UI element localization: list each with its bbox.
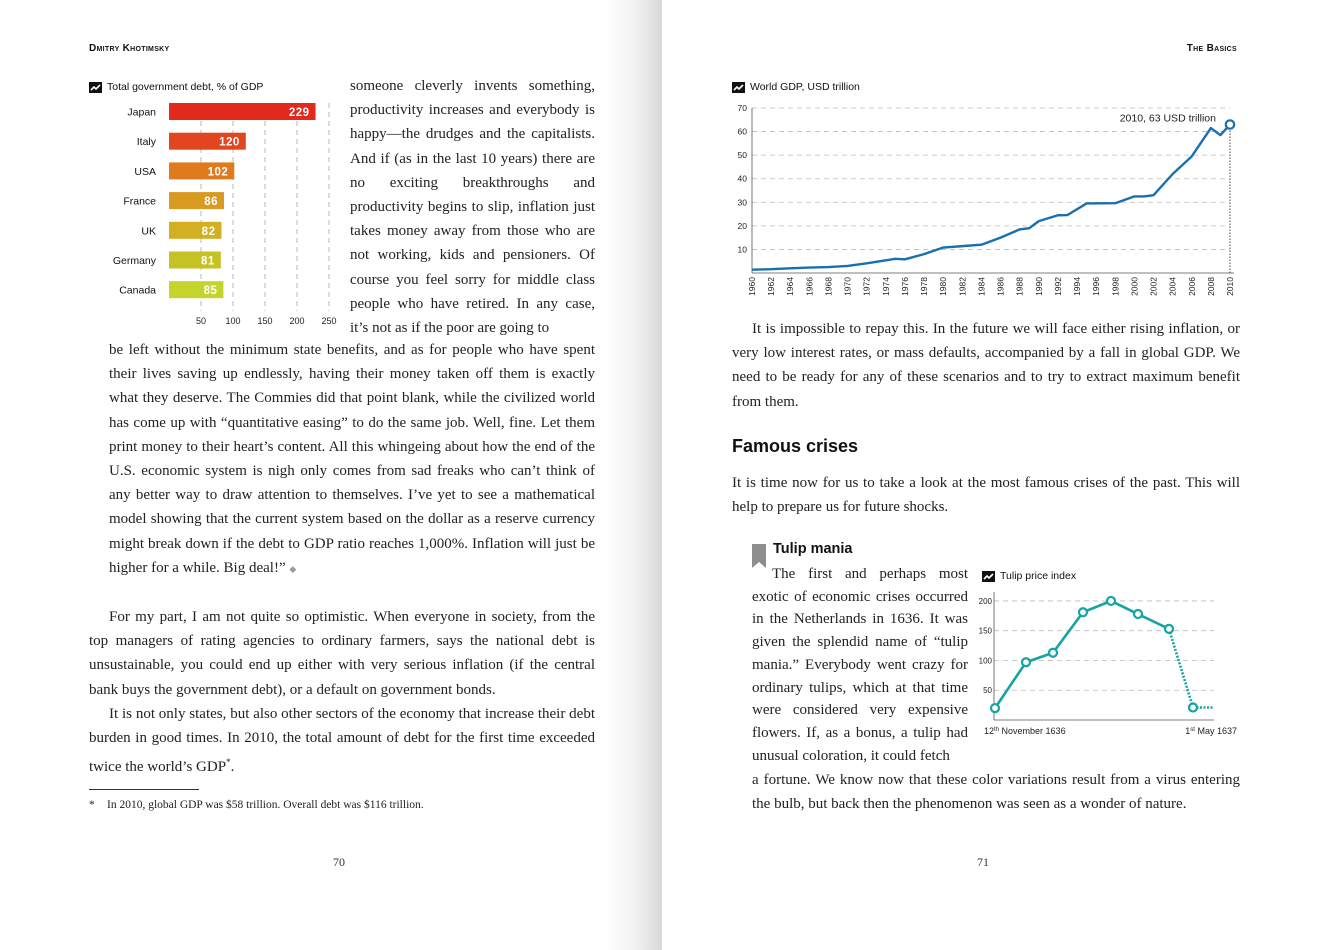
y-tick-label: 200 [978, 596, 992, 606]
tulip-data-point [1189, 703, 1197, 711]
tulip-data-point [1107, 597, 1115, 605]
x-tick-label: 1974 [880, 277, 891, 296]
y-tick-label: 50 [983, 686, 992, 696]
x-tick-label: 1980 [938, 277, 949, 296]
quote-end-mark: ◆ [289, 563, 297, 574]
category-label: France [123, 195, 156, 208]
tulip-continue-paragraph: a fortune. We know now that these color variations result from a virus entering the bulb, but back then the phenomenon was seen as a wonder of nature. [752, 772, 1240, 813]
x-label-start: 12th November 1636 [984, 726, 1066, 736]
x-tick-label: 1964 [785, 277, 796, 296]
x-tick-label: 1982 [957, 277, 968, 296]
y-tick-label: 150 [978, 626, 992, 636]
bar-value-label: 120 [219, 136, 240, 149]
book-gutter-shadow [606, 0, 668, 950]
quote-paragraph [109, 338, 595, 581]
running-head-author: Dmitry Khotimsky [89, 43, 170, 54]
x-tick-label: 1970 [842, 277, 853, 296]
x-tick-label: 100 [225, 315, 241, 326]
x-tick-label: 1978 [919, 277, 930, 296]
paragraph-end-period: . [230, 759, 235, 776]
x-tick-label: 2002 [1148, 277, 1159, 296]
x-tick-label: 2010 [1225, 277, 1235, 296]
debt-bar-chart [89, 97, 349, 327]
gdp-chart-title [732, 81, 860, 93]
footnote-text: In 2010, global GDP was $58 trillion. Overall debt was $116 trillion. [107, 799, 424, 811]
chart-line-icon [732, 82, 745, 93]
running-head-chapter: The Basics [1186, 43, 1237, 54]
x-tick-label: 1968 [823, 277, 834, 296]
x-tick-label: 1998 [1110, 277, 1121, 296]
paragraph-famous-crises: It is time now for us to take a look at the most famous crises of the past. This will help to prepare us for future shocks. [732, 475, 1240, 516]
x-tick-label: 1992 [1052, 277, 1063, 296]
footnote-rule [89, 789, 199, 790]
x-tick-label: 1960 [747, 277, 757, 296]
x-tick-label: 1972 [861, 277, 872, 296]
section-heading: Famous crises [732, 436, 859, 456]
category-label: UK [141, 225, 156, 238]
tulip-crash-segment [1169, 629, 1193, 708]
paragraph-optimistic: For my part, I am not quite so optimistic. When everyone in society, from the top managers of rating agencies to ordinary farmers, says the national debt is unsustainable, you could end up either with very serious inflation (if the central bank buys the government debt), or a default on government bonds. [89, 609, 595, 698]
category-label: Germany [112, 255, 156, 267]
bar-value-label: 229 [288, 107, 310, 119]
tulip-data-point [1079, 608, 1087, 616]
footnote-mark: * [89, 799, 95, 811]
bar-value-label: 102 [207, 166, 229, 179]
x-tick-label: 2006 [1186, 277, 1197, 296]
page-number-left: 70 [333, 855, 345, 869]
gdp-chart-title-text: World GDP, USD trillion [750, 81, 860, 93]
y-tick-label: 40 [737, 173, 747, 184]
paragraph-repay: It is impossible to repay this. In the future we will face either rising inflation, or very low interest rates, or mass defaults, accompanied by a fall in global GDP. We need to be ready for any of these scenarios and to try to extract maximum benefit from them. [732, 321, 1240, 410]
chart-line-icon [89, 82, 102, 93]
tulip-chart-title-text: Tulip price index [1000, 570, 1077, 582]
quote-text: be left without the minimum state benefits, and as for people who have spent their lives saving up endlessly, having their money taken off them is exactly what they deserve. The Commies did that point blank, while the civilized world has come up with “quantitative easing” to do the same job. Well, fine. Let them print money to their heart’s content. All this whingeing about how the end of the U.S. economic system is nigh only comes from sad freaks who can’t think of any better way to draw attention to themselves. I’ve yet to see a mathematical model showing that the current system based on the dollar as a reserve currency might break down if the debt to GDP ratio reaches 1,000%. Inflation will just be higher for a while. Big deal!” [109, 342, 595, 576]
x-tick-label: 1976 [899, 277, 910, 296]
bar-value-label: 86 [204, 196, 219, 209]
category-label: Italy [136, 136, 156, 149]
gdp-end-point [1226, 120, 1234, 128]
gdp-annotation: 2010, 63 USD trillion [1119, 112, 1216, 125]
x-tick-label: 50 [195, 315, 207, 326]
gdp-series-line [752, 125, 1230, 270]
category-label: USA [134, 165, 156, 178]
x-tick-label: 200 [289, 315, 305, 326]
debt-chart-title-text: Total government debt, % of GDP [107, 81, 264, 93]
bar-value-label: 82 [201, 225, 216, 238]
paragraph-debt-burden [89, 702, 595, 780]
bar-value-label: 85 [203, 285, 218, 298]
y-tick-label: 100 [978, 656, 992, 666]
tulip-data-point [1134, 610, 1142, 618]
x-tick-label: 2004 [1167, 277, 1178, 296]
y-tick-label: 20 [737, 220, 747, 231]
tulip-data-point [1022, 658, 1030, 666]
x-label-end: 1st May 1637 [1185, 726, 1237, 736]
subsection-heading: Tulip mania [773, 541, 853, 557]
chart-line-icon [982, 571, 995, 582]
x-tick-label: 2008 [1205, 277, 1216, 296]
gdp-line-chart [732, 98, 1242, 308]
x-tick-label: 1984 [976, 277, 987, 296]
x-tick-label: 1962 [766, 277, 777, 296]
x-tick-label: 1990 [1033, 277, 1044, 296]
left-page [0, 0, 638, 950]
y-tick-label: 50 [737, 150, 747, 161]
tulip-line-chart [978, 588, 1242, 743]
y-tick-label: 70 [737, 103, 747, 113]
tulip-chart-title [982, 570, 1076, 582]
y-tick-label: 30 [737, 197, 747, 208]
bar-value-label: 81 [201, 255, 215, 268]
category-label: Japan [127, 106, 156, 119]
wrap-text-paragraph: someone cleverly invents something, productivity increases and everybody is happy—the drudges and the capitalists. And if (as in the last 10 years) there are no exciting breakthroughs and productivity begins to slip, inflation just takes money away from those who are not working, kids and pensioners. Of course you feel sorry for middle class people who have retired. In any case, it’s not as if the poor are going to [350, 78, 595, 337]
tulip-data-point [1049, 649, 1057, 657]
x-tick-label: 250 [321, 315, 337, 326]
x-tick-label: 1986 [995, 277, 1006, 296]
category-label: Canada [119, 284, 156, 297]
y-tick-label: 10 [737, 244, 747, 255]
debt-chart-title [89, 81, 263, 93]
x-tick-label: 1988 [1014, 277, 1025, 296]
page-number-right: 71 [977, 855, 989, 869]
x-tick-label: 150 [257, 315, 273, 326]
x-tick-label: 2000 [1129, 277, 1140, 296]
footnote [89, 799, 424, 811]
x-tick-label: 1996 [1091, 277, 1102, 296]
right-page [662, 0, 1326, 950]
tulip-data-point [1165, 625, 1173, 633]
paragraph-debt-burden-text: It is not only states, but also other sectors of the economy that increase their debt burden in good times. In 2010, the total amount of debt for the first time exceeded twice the world’s GDP [89, 706, 595, 776]
footnote-ref: * [226, 757, 231, 768]
y-tick-label: 60 [737, 126, 747, 137]
tulip-wrap-paragraph: The first and perhaps most exotic of economic crises occurred in the Netherlands in 1636. It was given the splendid name of “tulip mania.” Everybody went crazy for ordinary tulips, which at that time were considered very expensive flowers. If, as a bonus, a tulip had unusual coloration, it could fetch [752, 566, 968, 764]
x-tick-label: 1966 [804, 277, 815, 296]
x-tick-label: 1994 [1072, 277, 1083, 296]
tulip-data-point [991, 704, 999, 712]
